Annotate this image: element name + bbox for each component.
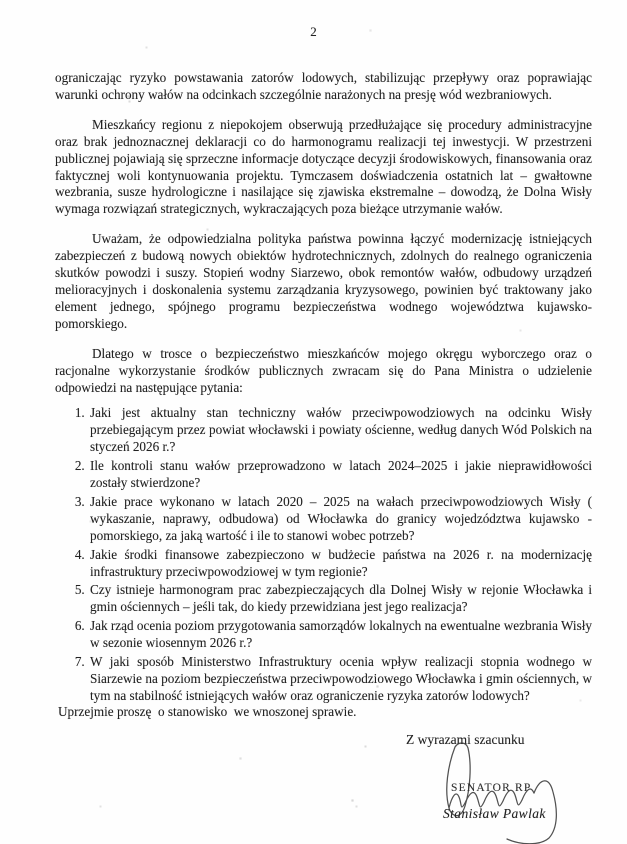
question-item-5: 5. Czy istnieje harmonogram prac zabezpieczających dla Dolnej Wisły w rejonie Włocławka i gmin ościennych – jeśli tak, do kiedy przewidziana jest jego realizacja? — [88, 582, 592, 616]
page-number: 2 — [310, 24, 317, 39]
paragraph-continuation: ograniczając ryzyko powstawania zatorów lodowych, stabilizując przepływy oraz poprawiając warunki ochrony wałów na odcinkach szczególnie narażonych na presję wód wezbraniowych. — [55, 70, 592, 102]
closing-request: Uprzejmie proszę o stanowisko we wnoszonej sprawie. — [58, 704, 357, 719]
questions-list — [55, 405, 592, 704]
closing-salutation: Z wyrazami szacunku — [406, 732, 525, 747]
signer-title: SENATOR RP — [451, 782, 532, 794]
signer-name: Stanisław Pawlak — [443, 806, 546, 821]
question-item-1: 1. Jaki jest aktualny stan techniczny wałów przeciwpowodziowych na odcinku Wisły przebiegającym przez powiat włocławski i powiaty ościenne, według danych Wód Polskich na styczeń 2026 r.? — [88, 405, 592, 456]
paragraph-lead-in: Dlatego w trosce o bezpieczeństwo mieszkańców mojego okręgu wyborczego oraz o racjonalne wykorzystanie środków publicznych zwracam się do Pana Ministra o udzielenie odpowiedzi na następujące pytania: — [55, 345, 592, 395]
letter-body — [55, 70, 592, 707]
paragraph-opinion: Uważam, że odpowiedzialna polityka państwa powinna łączyć modernizację istniejących zabezpieczeń z budową nowych obiektów hydrotechnicznych, zdolnych do realnego ograniczenia skutków powodzi i suszy. Stopień wodny Siarzewo, obok remontów wałów, odbudowy urządzeń melioracyjnych i doskonalenia systemu zarządzania kryzysowego, powinien być traktowany jako element jednego, spójnego programu bezpieczeństwa wodnego województwa kujawsko-pomorskiego. — [55, 231, 592, 331]
question-item-6: 6. Jak rząd ocenia poziom przygotowania samorządów lokalnych na ewentualne wezbrania Wisły w sezonie wiosennym 2026 r.? — [88, 618, 592, 652]
paragraph-concerns: Mieszkańcy regionu z niepokojem obserwują przedłużające się procedury administracyjne oraz brak jednoznacznej deklaracji co do harmonogramu realizacji tej inwestycji. W przestrzeni publicznej pojawiają się sprzeczne informacje dotyczące decyzji środowiskowych, finansowania oraz faktycznej woli kontynuowania projektu. Tymczasem doświadczenia ostatnich lat – gwałtowne wezbrania, susze hydrologiczne i nasilające się zjawiska ekstremalne – dowodzą, że Dolna Wisły wymaga rozwiązań strategicznych, wykraczających poza bieżące utrzymanie wałów. — [55, 116, 592, 217]
question-item-7: 7. W jaki sposób Ministerstwo Infrastruktury ocenia wpływ realizacji stopnia wodnego w Siarzewie na poziom bezpieczeństwa przeciwpowodziowego Włocławka i gmin ościennych, w tym na stabilność istniejących wałów oraz ograniczenie ryzyka zatorów lodowych? — [88, 654, 592, 705]
question-item-4: 4. Jakie środki finansowe zabezpieczono w budżecie państwa na 2026 r. na modernizację infrastruktury przeciwpowodziowej w tym regionie? — [88, 547, 592, 581]
scan-noise — [0, 0, 1, 1]
question-item-2: 2. Ile kontroli stanu wałów przeprowadzono w latach 2024–2025 i jakie nieprawidłowości zostały stwierdzone? — [88, 458, 592, 492]
question-item-3: 3. Jakie prace wykonano w latach 2020 – 2025 na wałach przeciwpowodziowych Wisły ( wykaszanie, naprawy, odbudowa) od Włocławka do granicy wojedzództwa kujawsko - pomorskiego, za jaką wartość i ile to stanowi wobec potrzeb? — [88, 494, 592, 545]
